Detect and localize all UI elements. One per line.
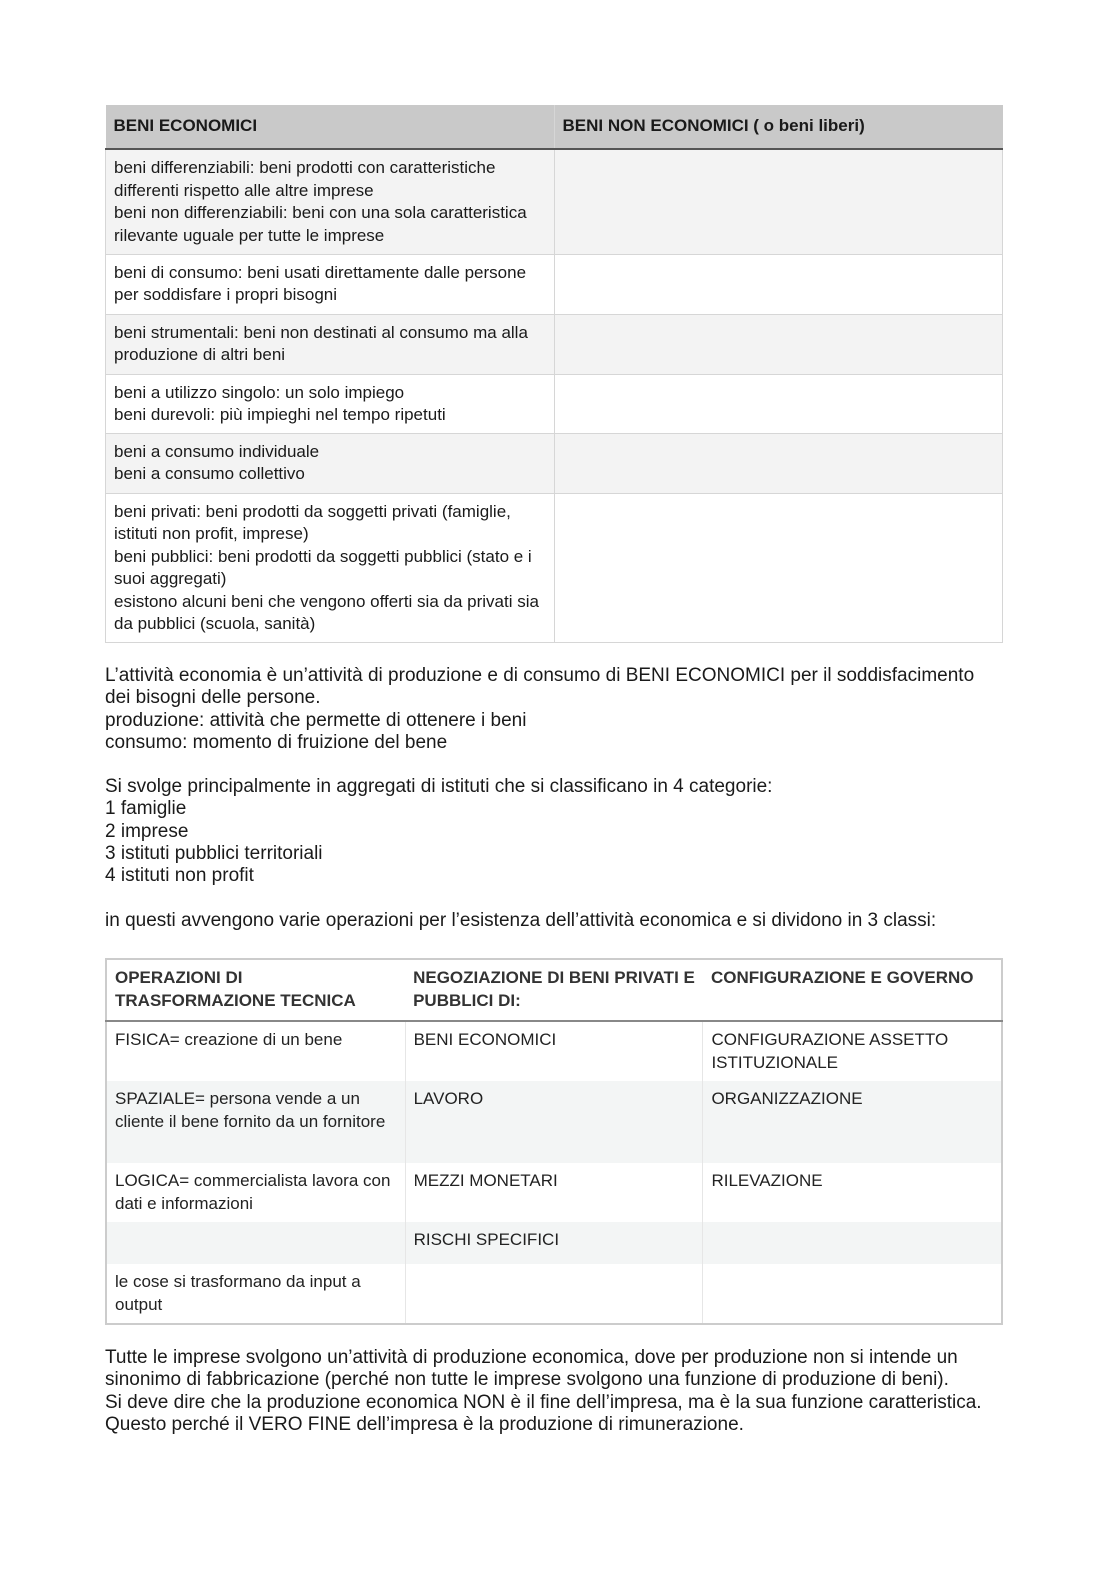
table-cell [554,149,1002,254]
operazioni-table [105,958,1003,1325]
table-row [106,254,1003,314]
table-cell [554,314,1002,374]
table-cell [405,1264,703,1324]
table-cell: beni differenziabili: beni prodotti con caratteristiche differenti rispetto alle altre imprese beni non differenziabili: beni con una sola caratteristica rilevante uguale per tutte le imprese [106,149,555,254]
table-cell: LAVORO [405,1081,703,1163]
header-beni-non-economici: BENI NON ECONOMICI ( o beni liberi) [554,105,1002,149]
table-row [106,433,1003,493]
table-cell [554,493,1002,642]
beni-table [105,105,1003,643]
table-cell: CONFIGURAZIONE ASSETTO ISTITUZIONALE [703,1021,1002,1081]
table-row [106,1081,1002,1163]
table-cell: beni a utilizzo singolo: un solo impiego beni durevoli: più impieghi nel tempo ripetuti [106,374,555,433]
table-cell: beni di consumo: beni usati direttamente dalle persone per soddisfare i propri bisogni [106,254,555,314]
header-negoziazione: NEGOZIAZIONE DI BENI PRIVATI E PUBBLICI DI: [405,959,703,1021]
header-operazioni: OPERAZIONI DI TRASFORMAZIONE TECNICA [106,959,405,1021]
table-cell: ORGANIZZAZIONE [703,1081,1002,1163]
table-cell [554,374,1002,433]
table-row [106,493,1003,642]
table-row [106,1264,1002,1324]
table-row [106,1163,1002,1222]
table-cell [554,433,1002,493]
table-row [106,374,1003,433]
table-cell: MEZZI MONETARI [405,1163,703,1222]
paragraph-classi-operazioni: in questi avvengono varie operazioni per l’esistenza dell’attività economica e si dividono in 3 classi: [105,910,937,931]
header-beni-economici: BENI ECONOMICI [106,105,555,149]
table-cell [554,254,1002,314]
table-cell: FISICA= creazione di un bene [115,1030,343,1049]
table-cell: beni a consumo individuale beni a consumo collettivo [106,433,555,493]
header-configurazione: CONFIGURAZIONE E GOVERNO [703,959,1002,1021]
table-row [106,149,1003,254]
table-cell: SPAZIALE= persona vende a un cliente il bene fornito da un fornitore [106,1081,405,1163]
table-cell [106,1222,405,1264]
table-row [106,314,1003,374]
table-cell: RISCHI SPECIFICI [405,1222,703,1264]
table-row [106,1021,1002,1081]
paragraph-produzione-economica: Tutte le imprese svolgono un’attività di produzione economica, dove per produzione non si intende un sinonimo di fabbricazione (perché non tutte le imprese svolgono una funzione di produzione di beni). Si deve dire che la produzione economica NON è il fine dell’impresa, ma è la sua funzione caratteristica. Questo perché il VERO FINE dell’impresa è la produzione di rimunerazione. [105,1347,982,1435]
table-cell: le cose si trasformano da input a output [115,1272,361,1314]
table-cell [703,1222,1002,1264]
table-cell [703,1264,1002,1324]
paragraph-categorie-istituti: Si svolge principalmente in aggregati di istituti che si classificano in 4 categorie: 1 famiglie 2 imprese 3 istituti pubblici territoriali 4 istituti non profit [105,776,773,887]
table-cell: LOGICA= commercialista lavora con dati e informazioni [115,1171,391,1213]
table-cell: beni strumentali: beni non destinati al consumo ma alla produzione di altri beni [106,314,555,374]
table-row [106,1222,1002,1264]
paragraph-attivita-economica: L’attività economia è un’attività di produzione e di consumo di BENI ECONOMICI per il soddisfacimento dei bisogni delle persone. produzione: attività che permette di ottenere i beni consumo: momento di fruizione del bene [105,665,975,753]
table-cell: RILEVAZIONE [703,1163,1002,1222]
table-cell: beni privati: beni prodotti da soggetti privati (famiglie, istituti non profit, imprese) beni pubblici: beni prodotti da soggetti pubblici (stato e i suoi aggregati) esistono alcuni beni che vengono offerti sia da privati sia da pubblici (scuola, sanità) [106,493,555,642]
table-cell: BENI ECONOMICI [405,1021,703,1081]
